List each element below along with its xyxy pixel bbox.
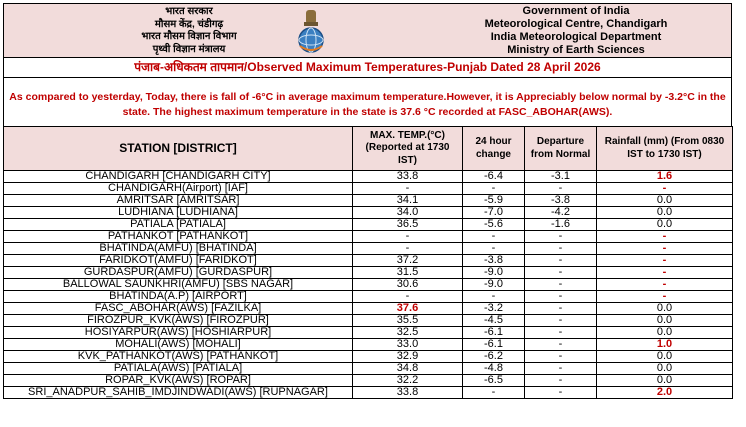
rainfall-cell: -: [597, 267, 733, 279]
table-row: [4, 279, 733, 291]
table-row: [4, 351, 733, 363]
departure-cell: -: [525, 375, 597, 387]
max-temp-cell: 33.0: [353, 339, 463, 351]
departure-cell: -4.2: [525, 207, 597, 219]
station-name: KVK_PATHANKOT(AWS) [PATHANKOT]: [77, 350, 279, 362]
rainfall-cell: 0.0: [597, 327, 733, 339]
max-temp-cell: 34.1: [353, 195, 463, 207]
departure-cell: -: [525, 303, 597, 315]
station-name: ROPAR_KVK(AWS) [ROPAR]: [105, 374, 251, 386]
report-title: पंजाब-अधिकतम तापमान/Observed Maximum Temperatures-Punjab Dated 28 April 2026: [3, 58, 732, 78]
station-name: FASC_ABOHAR(AWS) [FAZILKA]: [94, 302, 262, 314]
table-row: [4, 387, 733, 399]
station-cell: [4, 363, 353, 375]
max-temp-cell: 36.5: [353, 219, 463, 231]
station-cell: [4, 267, 353, 279]
change-cell: -9.0: [463, 267, 525, 279]
change-cell: -9.0: [463, 279, 525, 291]
table-row: [4, 303, 733, 315]
station-name: GURDASPUR(AMFU) [GURDASPUR]: [83, 266, 273, 278]
rainfall-cell: 0.0: [597, 219, 733, 231]
station-cell: [4, 375, 353, 387]
table-row: [4, 375, 733, 387]
header-24h-change: 24 hour change: [463, 127, 525, 171]
table-row: [4, 267, 733, 279]
station-name: PATIALA(AWS) [PATIALA]: [113, 362, 243, 374]
rainfall-cell: -: [597, 279, 733, 291]
station-cell: [4, 195, 353, 207]
station-name: CHANDIGARH(Airport) [IAF]: [108, 182, 248, 194]
table-row: [4, 339, 733, 351]
departure-cell: -: [525, 255, 597, 267]
hindi-line: पृथ्वी विज्ञान मंत्रालय: [152, 43, 226, 55]
station-name: BALLOWAL SAUNKHRI(AMFU) [SBS NAGAR]: [62, 278, 294, 290]
change-cell: -3.8: [463, 255, 525, 267]
rainfall-cell: -: [597, 183, 733, 195]
max-temp-cell: 34.0: [353, 207, 463, 219]
departure-cell: -: [525, 339, 597, 351]
station-name: BHATINDA(AMFU) [BHATINDA]: [99, 242, 257, 254]
header-rainfall: Rainfall (mm) (From 0830 IST to 1730 IST): [597, 127, 733, 171]
rainfall-cell: -: [597, 243, 733, 255]
rainfall-cell: 0.0: [597, 351, 733, 363]
english-line: India Meteorological Department: [490, 31, 662, 43]
departure-cell: -3.8: [525, 195, 597, 207]
imd-emblem-icon: [291, 8, 331, 56]
station-name: AMRITSAR [AMRITSAR]: [116, 194, 240, 206]
station-cell: [4, 339, 353, 351]
table-row: [4, 291, 733, 303]
departure-cell: -: [525, 279, 597, 291]
change-cell: -: [463, 291, 525, 303]
max-temp-cell: 33.8: [353, 171, 463, 183]
change-cell: -6.5: [463, 375, 525, 387]
hindi-line: भारत मौसम विज्ञान विभाग: [141, 31, 237, 42]
max-temp-cell: 34.8: [353, 363, 463, 375]
station-cell: [4, 231, 353, 243]
station-name: SRI_ANADPUR_SAHIB_IMDJINDWADI(AWS) [RUPNAGAR]: [28, 386, 328, 398]
max-temp-cell: 33.8: [353, 387, 463, 399]
departure-cell: -: [525, 183, 597, 195]
station-cell: [4, 183, 353, 195]
departure-cell: -: [525, 351, 597, 363]
change-cell: -6.1: [463, 327, 525, 339]
station-cell: [4, 279, 353, 291]
max-temp-cell: 32.9: [353, 351, 463, 363]
rainfall-cell: -: [597, 291, 733, 303]
departure-cell: -: [525, 291, 597, 303]
english-line: Meteorological Centre, Chandigarh: [484, 18, 668, 30]
header-max-temp: MAX. TEMP.(°C) (Reported at 1730 IST): [353, 127, 463, 171]
departure-cell: -1.6: [525, 219, 597, 231]
rainfall-cell: -: [597, 231, 733, 243]
header-station: STATION [DISTRICT]: [4, 127, 353, 171]
station-name: PATHANKOT [PATHANKOT]: [107, 230, 249, 242]
change-cell: -: [463, 183, 525, 195]
departure-cell: -: [525, 387, 597, 399]
summary-text: As compared to yesterday, Today, there is fall of -6°C in average maximum temperature.However, it is Appreciably below normal by -3.2°C in the state. The highest maximum temperature in the state is 37.6 °C recorded at FASC_ABOHAR(AWS).: [3, 78, 732, 126]
rainfall-cell: 0.0: [597, 207, 733, 219]
report-header: [3, 3, 732, 58]
departure-cell: -: [525, 267, 597, 279]
station-cell: [4, 351, 353, 363]
rainfall-cell: -: [597, 255, 733, 267]
rainfall-cell: 1.6: [597, 171, 733, 183]
change-cell: -6.4: [463, 171, 525, 183]
departure-cell: -: [525, 243, 597, 255]
station-name: LUDHIANA [LUDHIANA]: [118, 206, 238, 218]
station-name: PATIALA [PATIALA]: [130, 218, 226, 230]
max-temp-cell: 32.2: [353, 375, 463, 387]
station-cell: [4, 327, 353, 339]
station-name: CHANDIGARH [CHANDIGARH CITY]: [85, 170, 271, 182]
change-cell: -3.2: [463, 303, 525, 315]
table-row: [4, 183, 733, 195]
change-cell: -: [463, 231, 525, 243]
station-name: HOSIYARPUR(AWS) [HOSHIARPUR]: [84, 326, 272, 338]
header-departure: Departure from Normal: [525, 127, 597, 171]
table-row: [4, 195, 733, 207]
max-temp-cell: 31.5: [353, 267, 463, 279]
rainfall-cell: 0.0: [597, 315, 733, 327]
hindi-line: भारत सरकार: [165, 6, 213, 17]
table-row: [4, 243, 733, 255]
english-header: [451, 5, 701, 57]
station-cell: [4, 243, 353, 255]
change-cell: -6.1: [463, 339, 525, 351]
hindi-header: [104, 6, 274, 56]
station-cell: [4, 291, 353, 303]
max-temp-cell: 35.5: [353, 315, 463, 327]
station-cell: [4, 387, 353, 399]
change-cell: -: [463, 387, 525, 399]
max-temp-cell: -: [353, 243, 463, 255]
table-row: [4, 171, 733, 183]
change-cell: -4.8: [463, 363, 525, 375]
temperature-table: [3, 126, 733, 399]
rainfall-cell: 2.0: [597, 387, 733, 399]
max-temp-cell: -: [353, 231, 463, 243]
departure-cell: -3.1: [525, 171, 597, 183]
hindi-line: मौसम केंद्र, चंडीगढ़: [154, 18, 224, 30]
max-temp-cell: -: [353, 291, 463, 303]
table-row: [4, 255, 733, 267]
station-cell: [4, 219, 353, 231]
departure-cell: -: [525, 363, 597, 375]
table-row: [4, 327, 733, 339]
rainfall-cell: 0.0: [597, 303, 733, 315]
change-cell: -5.6: [463, 219, 525, 231]
station-cell: [4, 255, 353, 267]
station-name: MOHALI(AWS) [MOHALI]: [115, 338, 241, 350]
change-cell: -4.5: [463, 315, 525, 327]
english-line: Ministry of Earth Sciences: [507, 44, 645, 56]
max-temp-cell: 30.6: [353, 279, 463, 291]
table-row: [4, 363, 733, 375]
station-name: BHATINDA(A.P) [AIRPORT]: [109, 290, 247, 302]
max-temp-cell: 37.6: [353, 303, 463, 315]
station-name: FIROZPUR_KVK(AWS) [FIROZPUR]: [87, 314, 269, 326]
station-cell: [4, 171, 353, 183]
rainfall-cell: 0.0: [597, 375, 733, 387]
rainfall-cell: 0.0: [597, 195, 733, 207]
departure-cell: -: [525, 327, 597, 339]
station-cell: [4, 207, 353, 219]
table-row: [4, 315, 733, 327]
english-line: Government of India: [522, 5, 630, 17]
change-cell: -6.2: [463, 351, 525, 363]
table-row: [4, 207, 733, 219]
table-row: [4, 231, 733, 243]
departure-cell: -: [525, 231, 597, 243]
table-row: [4, 219, 733, 231]
station-cell: [4, 315, 353, 327]
departure-cell: -: [525, 315, 597, 327]
change-cell: -7.0: [463, 207, 525, 219]
max-temp-cell: 37.2: [353, 255, 463, 267]
rainfall-cell: 0.0: [597, 363, 733, 375]
rainfall-cell: 1.0: [597, 339, 733, 351]
max-temp-cell: -: [353, 183, 463, 195]
station-name: FARIDKOT(AMFU) [FARIDKOT]: [99, 254, 257, 266]
change-cell: -5.9: [463, 195, 525, 207]
change-cell: -: [463, 243, 525, 255]
max-temp-cell: 32.5: [353, 327, 463, 339]
station-cell: [4, 303, 353, 315]
